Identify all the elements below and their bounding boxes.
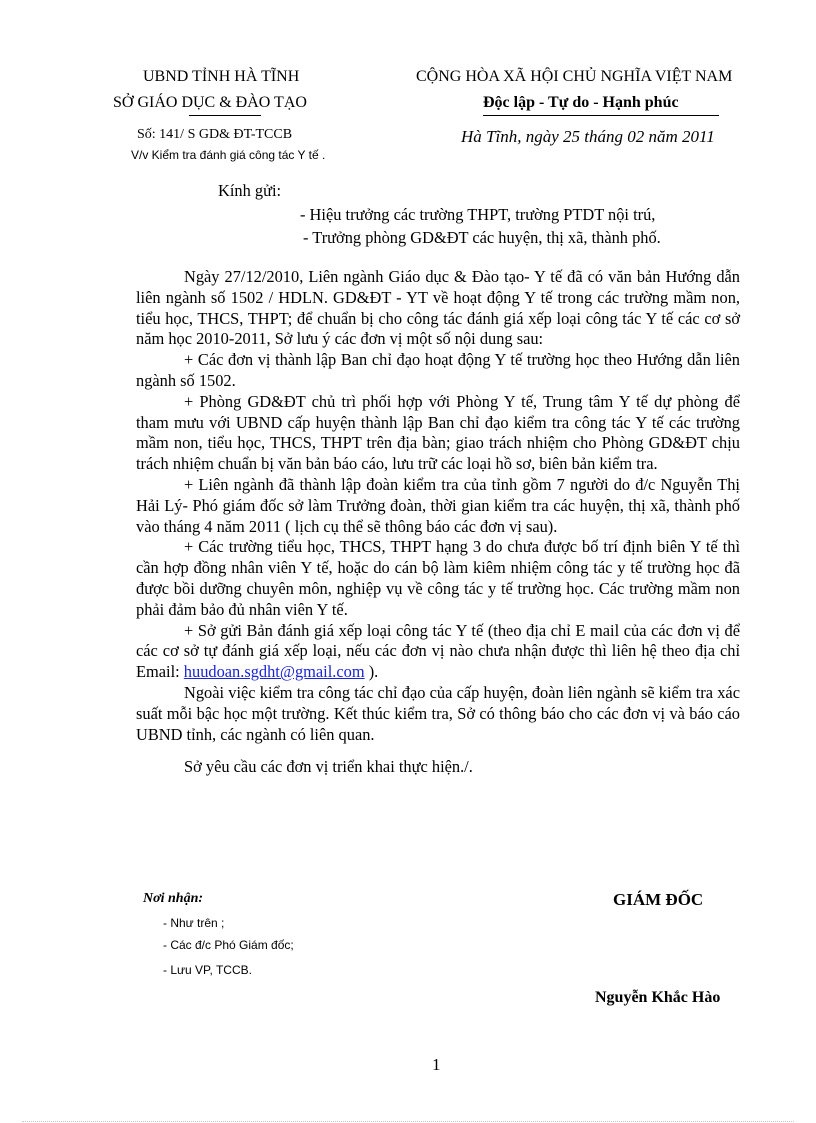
email-paragraph-text: + Sở gửi Bản đánh giá xếp loại công tác Y tế (theo địa chỉ E mail của các đơn vị để các cơ sở tự đánh giá xếp loại, nếu các đơn vị nào chưa nhận được thì liên hệ theo địa chỉ Email: — [136, 620, 740, 682]
document-subject: V/v Kiểm tra đánh giá công tác Y tế . — [131, 148, 326, 162]
recipient-item: - Như trên ; — [163, 916, 225, 930]
recipients-label: Nơi nhận: — [143, 891, 204, 906]
letter-body — [136, 267, 740, 778]
country-name: CỘNG HÒA XÃ HỘI CHỦ NGHĨA VIỆT NAM — [416, 68, 733, 85]
document-number: Số: 141/ S GD& ĐT-TCCB — [137, 127, 293, 142]
motto-underline — [483, 115, 719, 116]
recipient-line: - Trưởng phòng GD&ĐT các huyện, thị xã, thành phố. — [303, 228, 661, 247]
email-paragraph-end: ). — [364, 662, 379, 682]
page-number: 1 — [432, 1055, 441, 1074]
email-link[interactable]: huudoan.sgdht@gmail.com — [183, 662, 365, 682]
signer-name: Nguyễn Khắc Hào — [595, 989, 721, 1006]
body-paragraph: Ngày 27/12/2010, Liên ngành Giáo dục & Đào tạo- Y tế đã có văn bản Hướng dẫn liên ngành số 1502 / HDLN. GD&ĐT - YT về hoạt động Y tế trong các trường mầm non, tiểu học, THCS, THPT; để chuẩn bị cho công tác đánh giá xếp loại công tác Y tế các cơ sở năm học 2010-2011, Sở lưu ý các đơn vị một số nội dung sau: — [136, 267, 740, 349]
signer-title: GIÁM ĐỐC — [613, 890, 704, 909]
department-name: SỞ GIÁO DỤC & ĐÀO TẠO — [113, 94, 307, 111]
body-paragraph: + Phòng GD&ĐT chủ trì phối hợp với Phòng Y tế, Trung tâm Y tế dự phòng để tham mưu với UBND cấp huyện thành lập Ban chỉ đạo kiểm tra công tác Y tế các trường mầm non, tiểu học, THCS, THPT trên địa bàn; giao trách nhiệm cho Phòng GD&ĐT chịu trách nhiệm chuẩn bị văn bản báo cáo, lưu trữ các loại hồ sơ, biên bản kiểm tra. — [136, 391, 740, 474]
body-paragraph: + Liên ngành đã thành lập đoàn kiểm tra của tỉnh gồm 7 người do đ/c Nguyễn Thị Hải Lý- Phó giám đốc sở làm Trưởng đoàn, thời gian kiểm tra các huyện, thị xã, thành phố vào tháng 4 năm 2011 ( lịch cụ thể sẽ thông báo các đơn vị sau). — [136, 474, 740, 536]
national-motto: Độc lập - Tự do - Hạnh phúc — [483, 94, 679, 111]
salutation-label: Kính gửi: — [218, 181, 282, 200]
recipient-item: - Các đ/c Phó Giám đốc; — [163, 938, 294, 952]
body-paragraph: Ngoài việc kiểm tra công tác chỉ đạo của cấp huyện, đoàn liên ngành sẽ kiểm tra xác suất mỗi bậc học một trường. Kết thúc kiểm tra, Sở có thông báo cho các đơn vị và báo cáo UBND tỉnh, các ngành có liên quan. — [136, 682, 740, 744]
page-bottom-border — [22, 1121, 794, 1122]
body-paragraph: + Các đơn vị thành lập Ban chỉ đạo hoạt động Y tế trường học theo Hướng dẫn liên ngành số 1502. — [136, 350, 740, 390]
org-name: UBND TỈNH HÀ TĨNH — [143, 68, 300, 85]
department-underline — [189, 115, 261, 116]
recipient-item: - Lưu VP, TCCB. — [163, 963, 252, 977]
body-paragraph — [136, 621, 740, 683]
place-date: Hà Tĩnh, ngày 25 tháng 02 năm 2011 — [461, 127, 715, 146]
closing-line: Sở yêu cầu các đơn vị triển khai thực hiện./. — [184, 757, 473, 777]
body-paragraph: + Các trường tiểu học, THCS, THPT hạng 3 do chưa được bố trí định biên Y tế thì cần hợp đồng nhân viên Y tế, hoặc do cán bộ làm kiêm nhiệm công tác y tế trường học đã được bồi dưỡng chuyên môn, nghiệp vụ về công tác y tế trường học. Các trường mầm non phải đảm bảo đủ nhân viên Y tế. — [136, 537, 740, 619]
recipient-line: - Hiệu trưởng các trường THPT, trường PTDT nội trú, — [300, 205, 656, 224]
